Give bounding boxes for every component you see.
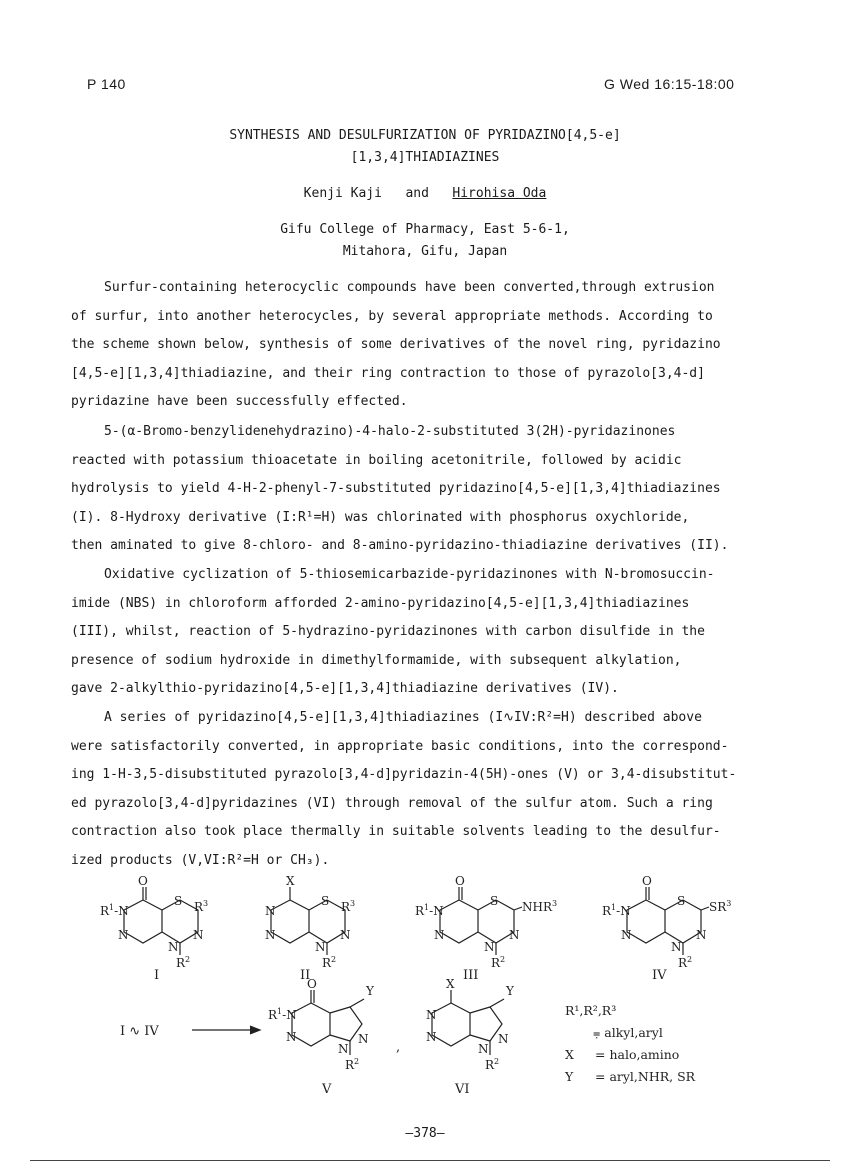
svg-text:N: N xyxy=(340,928,351,942)
svg-text:N: N xyxy=(358,1032,369,1046)
svg-text:S: S xyxy=(677,894,686,908)
text-line: Surfur-containing heterocyclic compounds have been converted,through extrusion xyxy=(104,280,715,295)
svg-text:S: S xyxy=(321,894,330,908)
svg-text:R2: $R^2$ xyxy=(176,955,191,970)
text-line: ing 1-H-3,5-disubstituted pyrazolo[3,4-d]pyridazin-4(5H)-ones (V) or 3,4-disubstitut- xyxy=(71,767,737,783)
label-IV: IV xyxy=(652,968,667,983)
text-line: [4,5-e][1,3,4]thiadiazine, and their ring contraction to those of pyrazolo[3,4-d] xyxy=(71,365,705,381)
svg-text:R1-N: $R^1-N$ xyxy=(268,1007,297,1022)
svg-text:SR3: $SR^3$ xyxy=(709,899,732,914)
text-line: presence of sodium hydroxide in dimethylformamide, with subsequent alkylation, xyxy=(71,652,682,668)
svg-text:N: N xyxy=(426,1008,437,1022)
legend-key-x: X xyxy=(565,1047,574,1062)
text-line: A series of pyridazino[4,5-e][1,3,4]thiadiazines (I∿IV:R²=H) described above xyxy=(104,710,702,725)
svg-text:N: N xyxy=(434,928,445,942)
author-2-presenting: Hirohisa Oda xyxy=(452,186,547,201)
svg-text:R2: $R^2$ xyxy=(345,1057,360,1072)
text-line: then aminated to give 8-chloro- and 8-amino-pyridazino-thiadiazine derivatives (II). xyxy=(71,538,729,554)
svg-text:O: O xyxy=(138,875,148,888)
structure-I xyxy=(124,887,198,955)
affiliation-line-1: Gifu College of Pharmacy, East 5-6-1, xyxy=(280,222,570,237)
svg-text:N: N xyxy=(315,940,326,954)
footer-rule xyxy=(30,1160,830,1161)
text-line: the scheme shown below, synthesis of some derivatives of the novel ring, pyridazino xyxy=(71,337,721,353)
svg-text:NHR3: NHR$^3$ xyxy=(522,899,558,914)
text-line: contraction also took place thermally in suitable solvents leading to the desulfur- xyxy=(71,824,721,840)
svg-text:N: N xyxy=(484,940,495,954)
author-1: Kenji Kaji xyxy=(303,186,382,201)
structure-IV xyxy=(627,887,709,955)
affiliation-line-2: Mitahora, Gifu, Japan xyxy=(342,244,508,259)
svg-text:N: N xyxy=(498,1032,509,1046)
svg-text:O: O xyxy=(455,875,465,888)
text-line: were satisfactorily converted, in appropriate basic conditions, into the correspond- xyxy=(71,738,729,754)
legend-value-y: = aryl,NHR, SR xyxy=(595,1069,696,1084)
label-II: II xyxy=(300,968,311,983)
paragraph-4 xyxy=(71,704,784,876)
label-I: I xyxy=(154,968,160,983)
legend-key-r: R¹,R²,R³ xyxy=(565,1003,617,1018)
text-line: pyridazine have been successfully effected. xyxy=(71,394,408,410)
svg-text:N: N xyxy=(671,940,682,954)
svg-text:R2: $R^2$ xyxy=(678,955,693,970)
session-time: G Wed 16:15-18:00 xyxy=(604,76,735,92)
svg-text:R2: $R^2$ xyxy=(485,1057,500,1072)
svg-text:N: N xyxy=(338,1042,349,1056)
authors xyxy=(0,186,850,201)
structure-VI xyxy=(432,990,504,1055)
svg-text:R2: $R^2$ xyxy=(322,955,337,970)
paper-title-line-2: [1,3,4]THIADIAZINES xyxy=(350,150,500,165)
svg-text:R1-N: $R^1-N$ xyxy=(415,903,444,918)
text-line: Oxidative cyclization of 5-thiosemicarbazide-pyridazinones with N-bromosuccin- xyxy=(104,567,715,582)
svg-text:N: N xyxy=(696,928,707,942)
page-number: —378— xyxy=(405,1126,445,1141)
svg-text:N: N xyxy=(265,904,276,918)
text-line: imide (NBS) in chloroform afforded 2-amino-pyridazino[4,5-e][1,3,4]thiadiazines xyxy=(71,595,690,611)
svg-text:R1-N: $R^1-N$ xyxy=(602,903,631,918)
author-and: and xyxy=(405,186,429,201)
svg-text:Y: Y xyxy=(506,984,514,998)
svg-text:N: N xyxy=(286,1030,297,1044)
scheme-comma: , xyxy=(396,1040,401,1055)
svg-text:R3: $R^3$ xyxy=(341,899,356,914)
svg-text:N: N xyxy=(168,940,179,954)
svg-text:Y: Y xyxy=(366,984,374,998)
structure-III xyxy=(440,887,522,955)
svg-text:N: N xyxy=(193,928,204,942)
svg-text:X: X xyxy=(446,977,455,991)
text-line: of surfur, into another heterocycles, by several appropriate methods. According to xyxy=(71,308,713,324)
text-line: ized products (V,VI:R²=H or CH₃). xyxy=(71,852,330,868)
svg-text:S: S xyxy=(174,894,183,908)
legend-value-r: ⩦ alkyl,aryl xyxy=(593,1025,663,1040)
text-line: hydrolysis to yield 4-H-2-phenyl-7-substituted pyridazino[4,5-e][1,3,4]thiadiazines xyxy=(71,481,721,497)
svg-text:N: N xyxy=(265,928,276,942)
svg-text:S: S xyxy=(490,894,499,908)
svg-text:X: X xyxy=(286,875,295,888)
label-V: V xyxy=(322,1082,332,1097)
label-VI: VI xyxy=(455,1082,470,1097)
text-line: reacted with potassium thioacetate in boiling acetonitrile, followed by acidic xyxy=(71,452,682,468)
svg-text:N: N xyxy=(478,1042,489,1056)
svg-text:N: N xyxy=(426,1030,437,1044)
legend-value-x: = halo,amino xyxy=(595,1047,680,1062)
paragraph-1 xyxy=(71,274,784,417)
paper-title-line-1: SYNTHESIS AND DESULFURIZATION OF PYRIDAZINO[4,5-e] xyxy=(229,128,621,143)
structure-II xyxy=(271,887,345,955)
paragraph-2 xyxy=(71,418,784,561)
svg-text:N: N xyxy=(509,928,520,942)
session-code: P 140 xyxy=(87,76,126,92)
text-line: gave 2-alkylthio-pyridazino[4,5-e][1,3,4]thiadiazine derivatives (IV). xyxy=(71,681,619,697)
text-line: (III), whilst, reaction of 5-hydrazino-pyridazinones with carbon disulfide in the xyxy=(71,624,705,640)
paragraph-3 xyxy=(71,561,784,704)
arrow-source-label: I ∿ IV xyxy=(120,1024,159,1039)
legend-key-y: Y xyxy=(565,1069,574,1084)
svg-text:N: N xyxy=(621,928,632,942)
svg-text:O: O xyxy=(642,875,652,888)
text-line: 5-(α-Bromo-benzylidenehydrazino)-4-halo-2-substituted 3(2H)-pyridazinones xyxy=(104,424,676,439)
svg-text:R2: $R^2$ xyxy=(491,955,506,970)
text-line: ed pyrazolo[3,4-d]pyridazines (VI) through removal of the sulfur atom. Such a ring xyxy=(71,795,713,811)
structure-V xyxy=(292,990,364,1055)
reaction-scheme xyxy=(0,875,850,1105)
svg-text:N: N xyxy=(118,928,129,942)
svg-text:R3: $R^3$ xyxy=(194,899,209,914)
label-III: III xyxy=(463,968,479,983)
svg-text:O: O xyxy=(307,977,317,991)
text-line: (I). 8-Hydroxy derivative (I:R¹=H) was chlorinated with phosphorus oxychloride, xyxy=(71,509,690,525)
svg-text:R1-N: $R^1-N$ xyxy=(100,903,129,918)
